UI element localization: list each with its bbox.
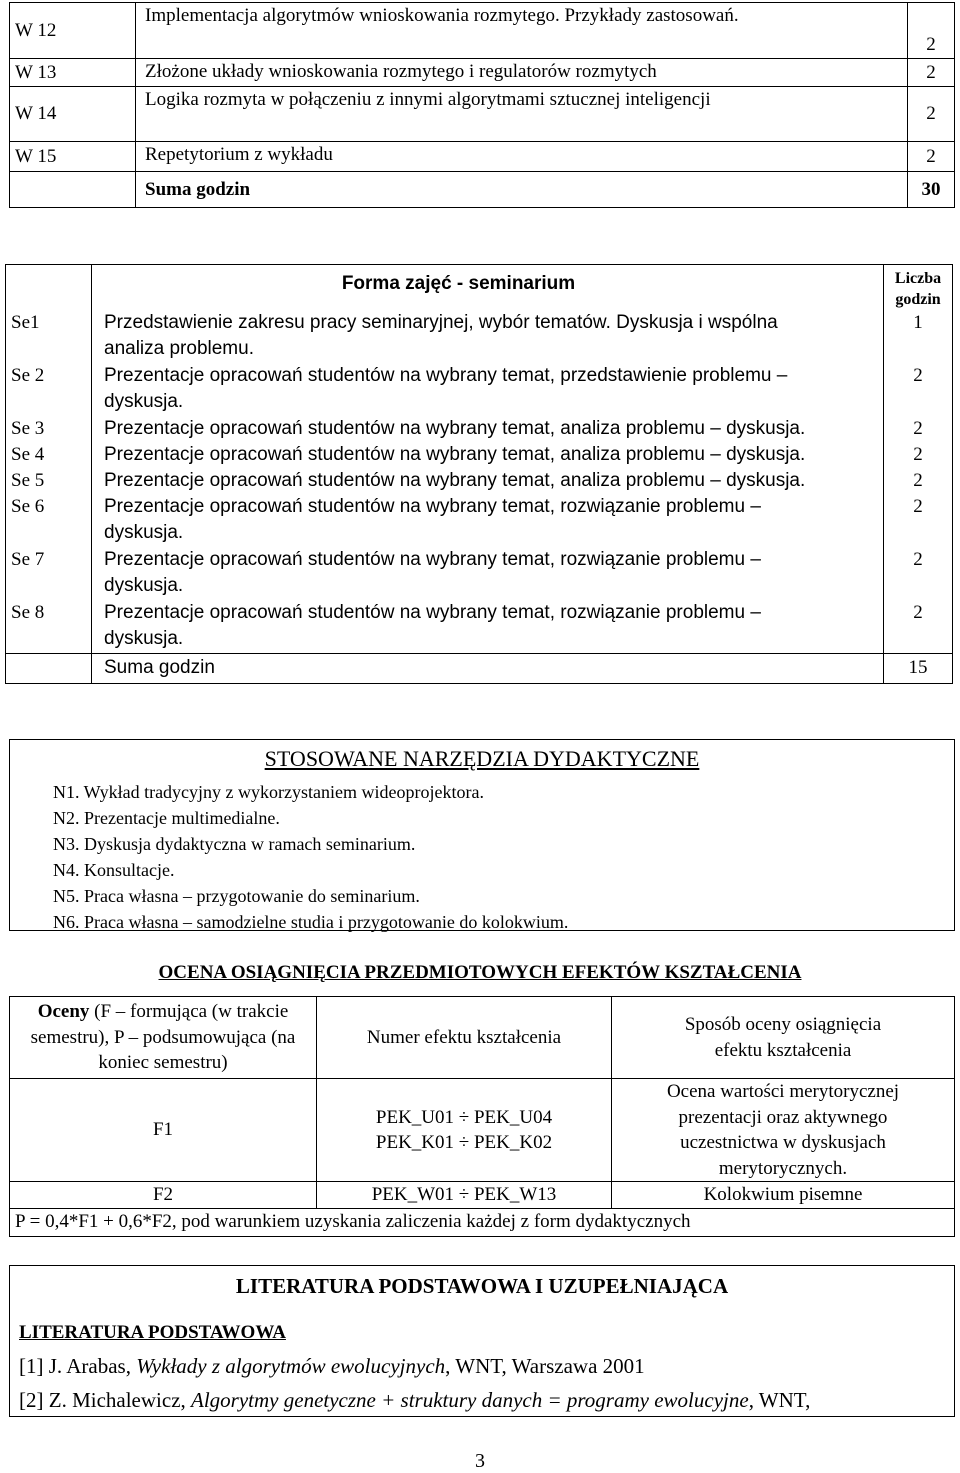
subsection-title: LITERATURA PODSTAWOWA [19, 1322, 286, 1343]
assessment-table [9, 996, 955, 1237]
ref-title: Algorytmy genetyczne + struktury danych = programy ewolucyjne [191, 1388, 749, 1412]
seminar-hours: 2 [884, 600, 953, 653]
effect-line: PEK_K01 ÷ PEK_K02 [375, 1132, 553, 1153]
seminar-header-title: Forma zajęć - seminarium [92, 265, 884, 311]
table-row [10, 172, 955, 208]
lecture-hours: 2 [908, 142, 955, 172]
table-row [6, 494, 953, 547]
lecture-code: W 13 [10, 59, 136, 87]
seminar-hours: 1 [884, 310, 953, 363]
table-header-row [6, 265, 953, 311]
seminar-desc: Przedstawienie zakresu pracy seminaryjnej, wybór tematów. Dyskusja i wspólna analiza problemu. [92, 310, 884, 363]
assessment-method: Kolokwium pisemne [612, 1182, 955, 1209]
sum-value: 15 [884, 653, 953, 683]
reference-item [19, 1388, 810, 1413]
seminar-desc: Prezentacje opracowań studentów na wybrany temat, rozwiązanie problemu – dyskusja. [92, 547, 884, 600]
header-grades-rest: (F – formująca (w trakcie semestru), P – podsumowująca (na koniec semestru) [30, 1001, 296, 1074]
empty-cell [6, 265, 92, 311]
seminar-code: Se 8 [6, 600, 92, 653]
table-row [6, 310, 953, 363]
reference-item [19, 1354, 645, 1379]
header-effect-number: Numer efektu kształcenia [317, 997, 612, 1079]
table-row [6, 653, 953, 683]
seminar-code: Se 3 [6, 416, 92, 442]
page-number: 3 [475, 1450, 485, 1472]
header-grades [10, 997, 317, 1079]
lecture-hours: 2 [908, 3, 955, 59]
seminar-hours: 2 [884, 363, 953, 416]
seminar-code: Se 6 [6, 494, 92, 547]
table-row [6, 442, 953, 468]
table-row [10, 87, 955, 142]
list-item: N1. Wykład tradycyjny z wykorzystaniem wideoprojektora. [53, 782, 484, 802]
header-method: Sposób oceny osiągnięcia efektu kształcenia [612, 997, 955, 1079]
grade-label: F2 [10, 1182, 317, 1209]
tools-list [53, 779, 568, 935]
assessment-method: Ocena wartości merytorycznej prezentacji oraz aktywnego uczestnictwa w dyskusjach merytorycznych. [612, 1079, 955, 1182]
lecture-code: W 15 [10, 142, 136, 172]
lecture-hours: 2 [908, 59, 955, 87]
lecture-topic: Złożone układy wnioskowania rozmytego i regulatorów rozmytych [136, 59, 908, 87]
grade-label: F1 [10, 1079, 317, 1182]
section-title: OCENA OSIĄGNIĘCIA PRZEDMIOTOWYCH EFEKTÓW KSZTAŁCENIA [158, 962, 802, 983]
lecture-hours: 2 [908, 87, 955, 142]
seminar-hours: 2 [884, 468, 953, 494]
seminar-desc: Prezentacje opracowań studentów na wybrany temat, analiza problemu – dyskusja. [92, 468, 884, 494]
list-item: N2. Prezentacje multimedialne. [53, 808, 280, 828]
table-row [10, 1079, 955, 1182]
sum-label: Suma godzin [92, 653, 884, 683]
sum-value: 30 [908, 172, 955, 208]
seminar-code: Se 2 [6, 363, 92, 416]
seminar-code: Se 4 [6, 442, 92, 468]
seminar-hours: 2 [884, 442, 953, 468]
seminar-desc: Prezentacje opracowań studentów na wybrany temat, analiza problemu – dyskusja. [92, 442, 884, 468]
seminar-desc: Prezentacje opracowań studentów na wybrany temat, analiza problemu – dyskusja. [92, 416, 884, 442]
seminar-hours: 2 [884, 416, 953, 442]
seminar-header-hours: Liczba godzin [884, 265, 953, 311]
grade-formula: P = 0,4*F1 + 0,6*F2, pod warunkiem uzyskania zaliczenia każdej z form dydaktycznych [10, 1208, 955, 1236]
ref-title: Wykłady z algorytmów ewolucyjnych [136, 1354, 446, 1378]
table-row [6, 416, 953, 442]
table-row [6, 547, 953, 600]
section-title: STOSOWANE NARZĘDZIA DYDAKTYCZNE [264, 746, 700, 771]
seminar-code: Se 7 [6, 547, 92, 600]
ref-publisher: , WNT, Warszawa 2001 [445, 1354, 645, 1378]
list-item: N6. Praca własna – samodzielne studia i przygotowanie do kolokwium. [53, 912, 569, 932]
effect-numbers: PEK_W01 ÷ PEK_W13 [317, 1182, 612, 1209]
table-row [10, 1208, 955, 1236]
header-grades-bold: Oceny [37, 1001, 90, 1023]
table-row [10, 3, 955, 59]
seminar-desc: Prezentacje opracowań studentów na wybrany temat, rozwiązanie problemu – dyskusja. [92, 600, 884, 653]
lecture-code: W 12 [10, 3, 136, 59]
lectures-table [9, 2, 955, 208]
sum-label: Suma godzin [136, 172, 908, 208]
lecture-code: W 14 [10, 87, 136, 142]
table-row [6, 600, 953, 653]
list-item: N4. Konsultacje. [53, 860, 175, 880]
empty-cell [10, 172, 136, 208]
seminar-table [5, 264, 953, 684]
lecture-topic: Repetytorium z wykładu [136, 142, 908, 172]
seminar-code: Se 5 [6, 468, 92, 494]
ref-author: [2] Z. Michalewicz, [19, 1388, 192, 1412]
ref-publisher: , WNT, [748, 1388, 811, 1412]
list-item: N5. Praca własna – przygotowanie do seminarium. [53, 886, 420, 906]
lecture-topic: Implementacja algorytmów wnioskowania rozmytego. Przykłady zastosowań. [136, 3, 908, 59]
effect-line: PEK_U01 ÷ PEK_U04 [375, 1106, 553, 1128]
lecture-topic: Logika rozmyta w połączeniu z innymi algorytmami sztucznej inteligencji [136, 87, 908, 142]
seminar-desc: Prezentacje opracowań studentów na wybrany temat, przedstawienie problemu – dyskusja. [92, 363, 884, 416]
seminar-hours: 2 [884, 494, 953, 547]
table-header-row [10, 997, 955, 1079]
ref-author: [1] J. Arabas, [19, 1354, 137, 1378]
seminar-desc: Prezentacje opracowań studentów na wybrany temat, rozwiązanie problemu – dyskusja. [92, 494, 884, 547]
effect-numbers [317, 1079, 612, 1182]
seminar-code: Se1 [6, 310, 92, 363]
teaching-tools-box [9, 739, 955, 931]
list-item: N3. Dyskusja dydaktyczna w ramach seminarium. [53, 834, 416, 854]
empty-cell [6, 653, 92, 683]
section-title: LITERATURA PODSTAWOWA I UZUPEŁNIAJĄCA [235, 1274, 729, 1298]
literature-box [9, 1265, 955, 1417]
seminar-hours: 2 [884, 547, 953, 600]
table-row [10, 142, 955, 172]
table-row [10, 59, 955, 87]
table-row [6, 468, 953, 494]
table-row [10, 1182, 955, 1209]
table-row [6, 363, 953, 416]
